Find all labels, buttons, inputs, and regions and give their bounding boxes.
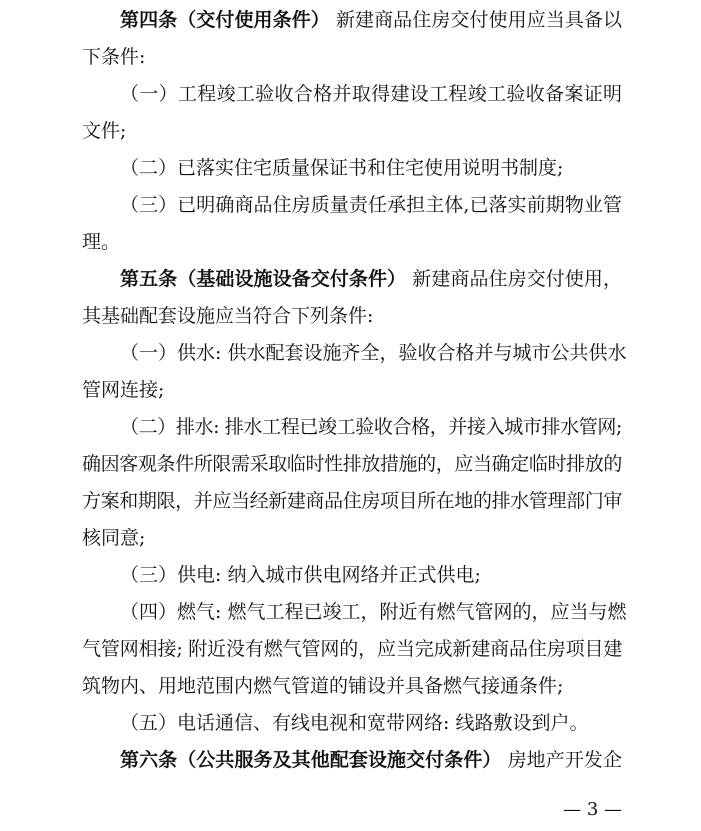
article5-item-3: （三）供电: 纳入城市供电网络并正式供电; — [120, 564, 481, 586]
article5-line: 其基础配套设施应当符合下列条件: — [82, 305, 374, 327]
article4-line: 下条件: — [82, 46, 146, 68]
article5-item-4: （四）燃气: 燃气工程已竣工，附近有燃气管网的，应当与燃 — [120, 601, 627, 623]
article4-heading-line — [120, 2, 622, 39]
article6-heading-line — [120, 742, 622, 779]
article4-line: 理。 — [82, 231, 121, 253]
article5-line: 核同意; — [82, 527, 146, 549]
article6-heading: 第六条（公共服务及其他配套设施交付条件） — [120, 749, 502, 771]
page-number: — 3 — — [563, 799, 622, 820]
article5-heading-line — [120, 261, 622, 298]
article5-line: 确因客观条件所限需采取临时性排放措施的，应当确定临时排放的 — [82, 453, 622, 475]
article5-line: 方案和期限，并应当经新建商品住房项目所在地的排水管理部门审 — [82, 490, 622, 512]
article4-item-3: （三）已明确商品住房质量责任承担主体,已落实前期物业管 — [120, 194, 622, 216]
article5-heading: 第五条（基础设施设备交付条件） — [120, 268, 407, 290]
article4-line-text: 新建商品住房交付使用应当具备以 — [335, 9, 622, 31]
article5-item-2: （二）排水: 排水工程已竣工验收合格，并接入城市排水管网; — [120, 416, 622, 438]
article6-line-text: 房地产开发企 — [507, 749, 622, 771]
article5-item-1: （一）供水: 供水配套设施齐全，验收合格并与城市公共供水 — [120, 342, 627, 364]
article5-line: 筑物内、用地范围内燃气管道的铺设并具备燃气接通条件; — [82, 675, 564, 697]
article4-heading: 第四条（交付使用条件） — [120, 9, 330, 31]
article4-item-2: （二）已落实住宅质量保证书和住宅使用说明书制度; — [120, 157, 564, 179]
article5-line-text: 新建商品住房交付使用， — [412, 268, 622, 290]
article5-line: 管网连接; — [82, 379, 165, 401]
article4-item-1: （一）工程竣工验收合格并取得建设工程竣工验收备案证明 — [120, 83, 622, 105]
article5-item-5: （五）电话通信、有线电视和宽带网络: 线路敷设到户。 — [120, 712, 589, 734]
article5-line: 气管网相接; 附近没有燃气管网的，应当完成新建商品住房项目建 — [82, 638, 622, 660]
article4-line: 文件; — [82, 120, 127, 142]
